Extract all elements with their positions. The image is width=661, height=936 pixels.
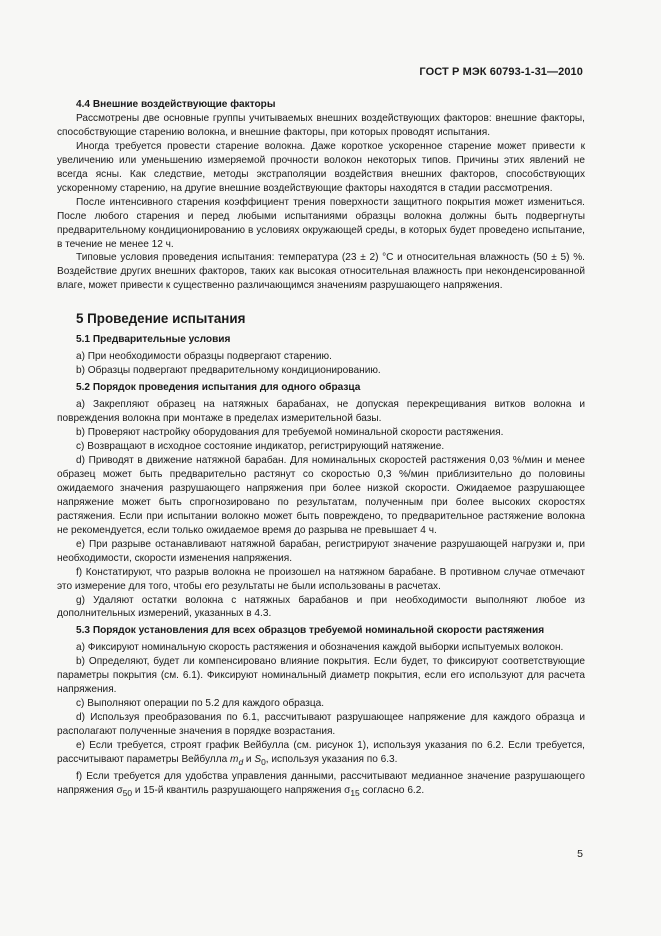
standard-designation: ГОСТ Р МЭК 60793-1-31—2010 — [419, 66, 583, 78]
list-item: с) Выполняют операции по 5.2 для каждого образца. — [76, 698, 325, 710]
paragraph: После интенсивного старения коэффициент трения поверхности защитного покрытия может измениться. После любого старения и перед любыми испытаниями образцы волокна должны быть подвергнуты предварительному кондиционированию в условиях окружающей среды, в которых будет проведено испытание, в течение не менее 12 ч. — [57, 196, 585, 250]
paragraph: Иногда требуется провести старение волокна. Даже короткое ускоренное старение может привести к увеличению или уменьшению измеряемой прочности волокон некоторых типов. Причины этих явлений не всегда ясны. Как следствие, методы экстраполяции воздействия внешних факторов, способствующих ускоренному старению, на другие внешние воздействующие факторы находятся в стадии рассмотрения. — [57, 140, 585, 194]
list-item: d) Приводят в движение натяжной барабан. Для номинальных скоростей растяжения 0,03 %/мин и менее образец может быть предварительно растянут со скоростью 0,3 %/мин приблизительно до половины ожидаемого значения разрушающего напряжения при более низкой скорости. Ожидаемое разрушающее напряжение может быть спрогнозировано по результатам, полученным при более высоких скоростях растяжения. Если при испытании волокно может быть повреждено, то предварительное растяжение волокна не рекомендуется, если только ожидаемое время до разрыва не превышает 4 ч. — [57, 454, 585, 536]
section-4-4-heading: 4.4 Внешние воздействующие факторы — [76, 99, 276, 110]
list-item: е) Если требуется, строят график Вейбулла (см. рисунок 1), используя указания по 6.2. Если требуется, рассчитывают параметры Вейбулла $m_d$ и $S_0$, используя указания по 6.3. — [57, 740, 585, 767]
list-item: а) Закрепляют образец на натяжных барабанах, не допуская перекрещивания витков волокна и повреждения волокна при монтаже в пределах измерительной базы. — [57, 399, 585, 425]
section-5-1-heading: 5.1 Предварительные условия — [76, 334, 231, 346]
list-item: b) Проверяют настройку оборудования для требуемой номинальной скорости растяжения. — [76, 427, 504, 439]
page-number: 5 — [577, 848, 583, 860]
list-item: а) Фиксируют номинальную скорость растяжения и обозначения каждой выборки испытуемых волокон. — [76, 642, 564, 654]
list-item: d) Используя преобразования по 6.1, рассчитывают разрушающее напряжение для каждого образца и располагают полученные значения в порядке возрастания. — [57, 712, 585, 738]
section-5-heading: 5 Проведение испытания — [76, 311, 246, 327]
list-item: f) Если требуется для удобства управления данными, рассчитывают медианное значение разрушающего напряжения $\sigma_{50}$ и 15-й квантиль разрушающего напряжения $\sigma_{15}$ согласно 6.2. — [57, 770, 585, 798]
list-item: b) Образцы подвергают предварительному кондиционированию. — [76, 365, 381, 377]
list-item: b) Определяют, будет ли компенсировано влияние покрытия. Если будет, то фиксируют соответствующие параметры покрытия (см. 6.1). Фиксируют номинальный диаметр покрытия, если его используют для расчета напряжения. — [57, 656, 585, 696]
paragraph: Типовые условия проведения испытания: температура (23 ± 2) °С и относительная влажность (50 ± 5) %. Воздействие других внешних факторов, таких как высокая относительная влажность при неконденсированной влаге, может привести к существенно различающимся значениям разрушающего напряжения. — [57, 252, 585, 292]
list-item: f) Констатируют, что разрыв волокна не произошел на натяжном барабане. В противном случае отмечают это измерение для того, чтобы его результаты не были использованы в расчетах. — [57, 566, 585, 592]
list-item: g) Удаляют остатки волокна с натяжных барабанов и при необходимости выполняют любое из дополнительных измерений, указанных в 4.3. — [57, 594, 585, 620]
section-5-3-heading: 5.3 Порядок установления для всех образцов требуемой номинальной скорости растяжения — [76, 625, 545, 637]
list-item: а) При необходимости образцы подвергают старению. — [76, 351, 332, 363]
section-5-2-heading: 5.2 Порядок проведения испытания для одного образца — [76, 382, 361, 394]
paragraph: Рассмотрены две основные группы учитываемых внешних воздействующих факторов: внешние факторы, способствующие старению волокна, и внешние факторы, при которых проводят испытания. — [57, 112, 585, 138]
list-item: с) Возвращают в исходное состояние индикатор, регистрирующий натяжение. — [76, 441, 445, 453]
list-item: е) При разрыве останавливают натяжной барабан, регистрируют значение разрушающей нагрузки и, при необходимости, скорости изменения напряжения. — [57, 538, 585, 564]
page-body — [57, 98, 585, 801]
